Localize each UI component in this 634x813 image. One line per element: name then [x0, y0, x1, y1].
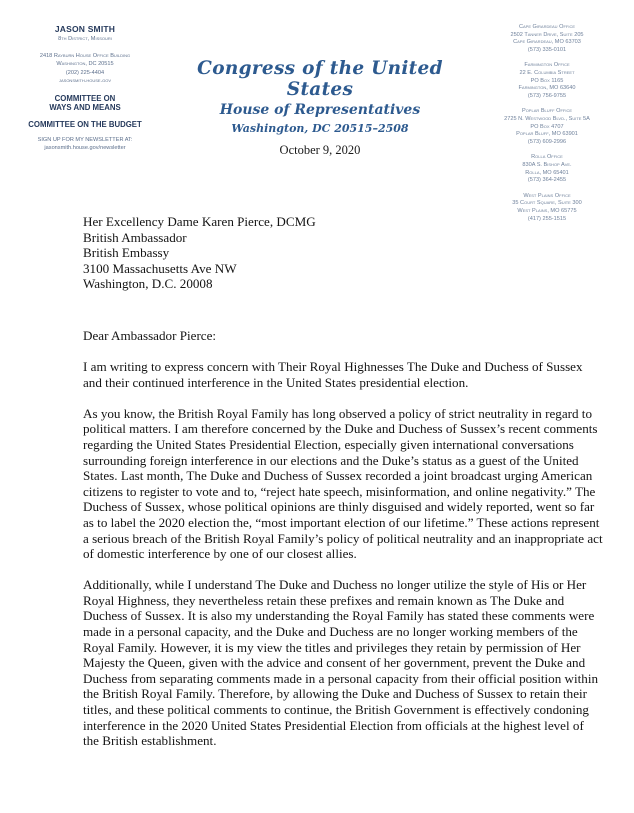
- masthead-congress: Congress of the United States: [197, 58, 443, 100]
- paragraph-text: Additionally, while I understand The Duke and Duchess no longer utilize the style of His or Her Royal Highness, they nevertheless retain these prefixes and remain known as The Duke and Duchess of Sussex. It is also my understanding the Royal Family has stated these comments were made in a personal capacity, and the Duke and Duchess are no longer working members of the Royal Family. However, it is my view the titles and privileges they retain by permission of Her Majesty the Queen, given with the advice and consent of her government, prevent the Duke and Duchess from separating comments made in a personal capacity from their official position within the British Royal Family. Therefore, by allowing the Duke and Duchess of Sussex to retain their titles, and these political comments to continue, the British Government is effectively condoning interference in the 2020 United States Presidential Election from officials at the highest level of the British establishment.: [83, 577, 598, 749]
- office-farmington: [472, 62, 622, 101]
- member-info: [10, 24, 160, 152]
- office-name: Rolla Office: [531, 154, 563, 161]
- committee-line: COMMITTEE ON: [54, 93, 116, 103]
- office-poplar-bluff: [472, 108, 622, 147]
- recipient-name: Her Excellency Dame Karen Pierce, DCMG: [83, 214, 316, 229]
- committee-budget: [10, 120, 160, 129]
- office-phone: (573) 609-2996: [527, 139, 567, 146]
- office-phone: (573) 364-2455: [527, 177, 567, 184]
- letter-date: October 9, 2020: [279, 143, 361, 157]
- office-name: West Plains Office: [523, 192, 571, 199]
- committee-ways-and-means: [10, 94, 160, 112]
- member-district: 8th District, Missouri: [58, 36, 112, 42]
- office-line: 2502 Tanner Drive, Suite 205: [510, 31, 584, 38]
- salutation: Dear Ambassador Pierce:: [83, 327, 217, 343]
- office-line: Rolla, MO 65401: [525, 169, 569, 176]
- office-line: 22 E. Columbia Street: [519, 70, 575, 77]
- masthead-house: House of Representatives: [219, 102, 421, 118]
- office-name: Farmington Office: [524, 62, 570, 69]
- paragraph-text: As you know, the British Royal Family has long observed a policy of strict neutrality in regard to political matters. I am therefore concerned by the Duke and Duchess of Sussex’s recent comments regarding the United States Presidential Election, especially given international conversations surrounding foreign interference in our elections and the Duke’s status as a guest of the United States. Last month, The Duke and Duchess of Sussex recorded a joint broadcast urging American citizens to register to vote and to, “reject hate speech, misinformation, and online negativity.” The Duchess of Sussex, whose political opinions are thinly disguised and widely reported, went so far as to label the 2020 election the, “most important election of our lifetime.” These actions represent a serious breach of the British Royal Family’s policy of political neutrality and an inappropriate act of domestic interference by one of our closest allies.: [83, 405, 603, 562]
- committee-line: COMMITTEE ON THE BUDGET: [28, 119, 142, 129]
- office-name: Poplar Bluff Office: [521, 108, 573, 115]
- office-rolla: [472, 154, 622, 185]
- dc-office-address: [10, 52, 160, 86]
- office-line: Farmington, MO 63640: [518, 85, 576, 92]
- office-name: Cape Girardeau Office: [518, 24, 576, 30]
- newsletter-url: jasonsmith.house.gov/newsletter: [44, 144, 126, 151]
- recipient-city: Washington, D.C. 20008: [83, 276, 213, 292]
- paragraph-3: [83, 577, 603, 749]
- newsletter-signup: [10, 136, 160, 152]
- office-line: 35 Court Square, Suite 300: [512, 200, 582, 207]
- recipient-title: British Ambassador: [83, 229, 187, 245]
- office-line: Cape Girardeau, MO 63703: [513, 39, 581, 46]
- office-line: PO Box 4707: [530, 123, 564, 130]
- office-line: PO Box 1165: [530, 77, 564, 84]
- letter-body: [83, 214, 623, 749]
- office-phone: (417) 255-1515: [527, 215, 567, 222]
- office-line: 2725 N. Westwood Blvd., Suite 5A: [504, 116, 590, 123]
- paragraph-1: [83, 359, 603, 390]
- office-phone: (573) 756-9755: [527, 93, 567, 100]
- recipient-street: 3100 Massachusetts Ave NW: [83, 260, 237, 276]
- recipient-address: [83, 214, 623, 292]
- dc-office-line: 2418 Rayburn House Office Building: [39, 53, 131, 59]
- district-offices: [472, 24, 622, 231]
- paragraph-2: [83, 406, 603, 562]
- office-line: 830A S. Bishop Ave.: [522, 162, 572, 169]
- member-name: JASON SMITH: [54, 24, 116, 34]
- office-line: West Plains, MO 65775: [517, 208, 577, 215]
- office-phone: (573) 335-0101: [527, 47, 567, 54]
- committee-line: WAYS AND MEANS: [49, 102, 121, 112]
- dc-office-line: Washington, DC 20515: [56, 61, 114, 68]
- office-line: Poplar Bluff, MO 63901: [516, 131, 578, 138]
- newsletter-label: SIGN UP FOR MY NEWSLETTER AT:: [37, 136, 133, 143]
- paragraph-text: I am writing to express concern with Their Royal Highnesses The Duke and Duchess of Sussex and their continued interference in the United States presidential election.: [83, 359, 583, 390]
- masthead-city: Washington, DC 20515–2508: [231, 122, 409, 135]
- dc-office-phone: (202) 225-4404: [65, 69, 105, 76]
- office-cape-girardeau: [472, 24, 622, 55]
- member-website: jasonsmith.house.gov: [58, 78, 111, 85]
- masthead: [170, 58, 470, 135]
- recipient-organization: British Embassy: [83, 245, 170, 261]
